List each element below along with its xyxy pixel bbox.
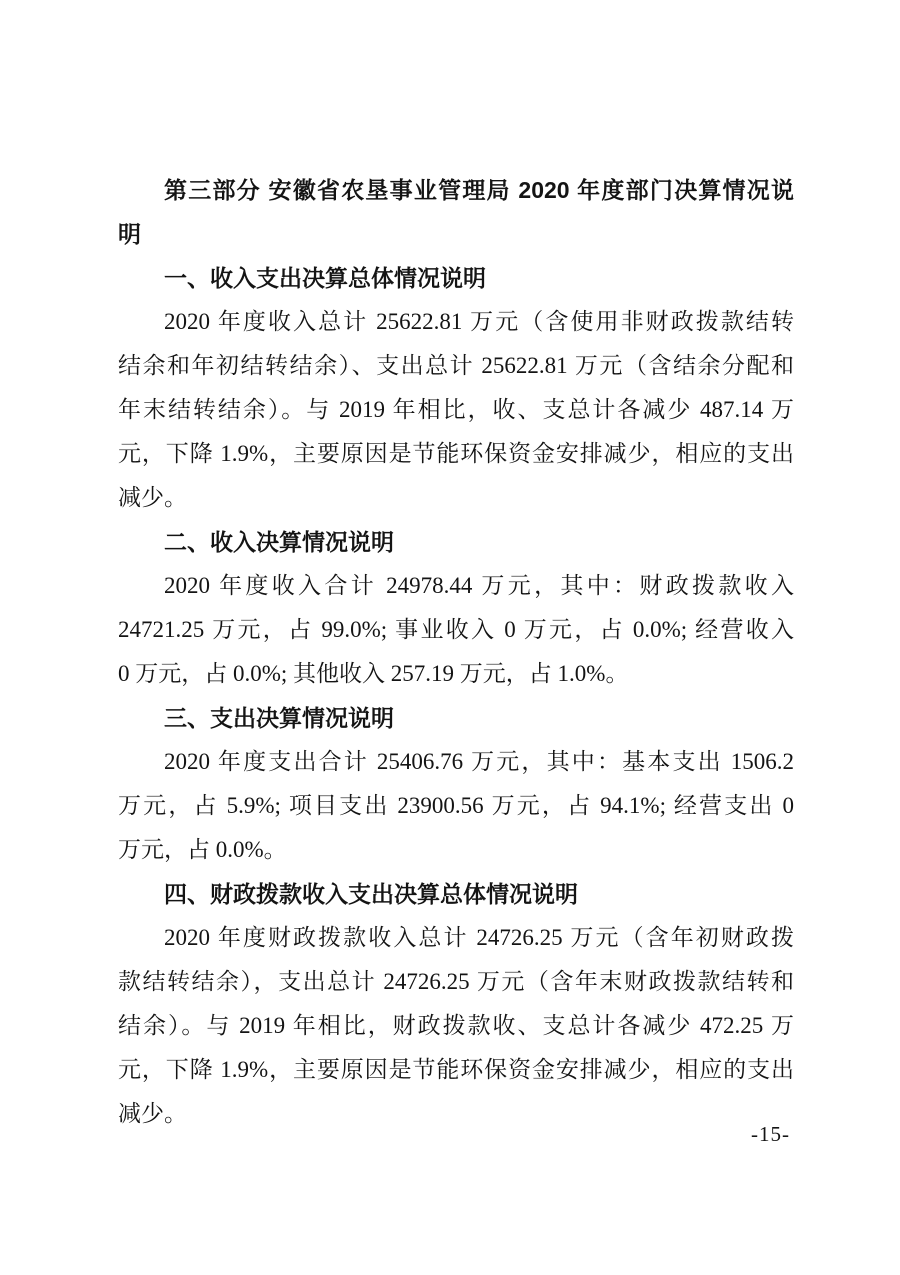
section-heading-line: 一、收入支出决算总体情况说明 bbox=[164, 265, 486, 291]
section-heading-line: 四、财政拨款收入支出决算总体情况说明 bbox=[164, 881, 578, 907]
body-text-line: 2020 年度收入总计 25622.81 万元（含使用非财政拨款结转 bbox=[164, 309, 794, 334]
body-text-line: 2020 年度收入合计 24978.44 万元，其中：财政拨款收入 bbox=[164, 573, 794, 598]
body-text-line: 减少。 bbox=[118, 1101, 187, 1126]
body-text-line: 24721.25 万元，占 99.0%; 事业收入 0 万元，占 0.0%; 经营收入 bbox=[118, 617, 794, 642]
body-text-line: 2020 年度支出合计 25406.76 万元，其中：基本支出 1506.2 bbox=[164, 749, 794, 774]
body-text-line: 结余和年初结转结余）、支出总计 25622.81 万元（含结余分配和 bbox=[118, 353, 794, 378]
body-text-line: 款结转结余），支出总计 24726.25 万元（含年末财政拨款结转和 bbox=[118, 969, 794, 994]
body-text-line: 万元，占 5.9%; 项目支出 23900.56 万元，占 94.1%; 经营支出 0 bbox=[118, 793, 794, 818]
document-body bbox=[118, 168, 794, 1136]
page-number: -15- bbox=[751, 1122, 790, 1146]
body-text-line: 元，下降 1.9%，主要原因是节能环保资金安排减少，相应的支出 bbox=[118, 1057, 794, 1082]
body-text-line: 万元，占 0.0%。 bbox=[118, 837, 287, 862]
section-heading-line: 二、收入决算情况说明 bbox=[164, 529, 394, 555]
body-text-line: 2020 年度财政拨款收入总计 24726.25 万元（含年初财政拨 bbox=[164, 925, 794, 950]
body-text-line: 减少。 bbox=[118, 485, 187, 510]
title-line: 第三部分 安徽省农垦事业管理局 2020 年度部门决算情况说 bbox=[164, 177, 794, 203]
body-text-line: 年末结转结余）。与 2019 年相比，收、支总计各减少 487.14 万 bbox=[118, 397, 794, 422]
body-text-line: 元，下降 1.9%，主要原因是节能环保资金安排减少，相应的支出 bbox=[118, 441, 794, 466]
body-text-line: 0 万元，占 0.0%; 其他收入 257.19 万元，占 1.0%。 bbox=[118, 661, 629, 686]
section-heading-line: 三、支出决算情况说明 bbox=[164, 705, 394, 731]
title-line: 明 bbox=[118, 221, 141, 247]
body-text-line: 结余）。与 2019 年相比，财政拨款收、支总计各减少 472.25 万 bbox=[118, 1013, 794, 1038]
